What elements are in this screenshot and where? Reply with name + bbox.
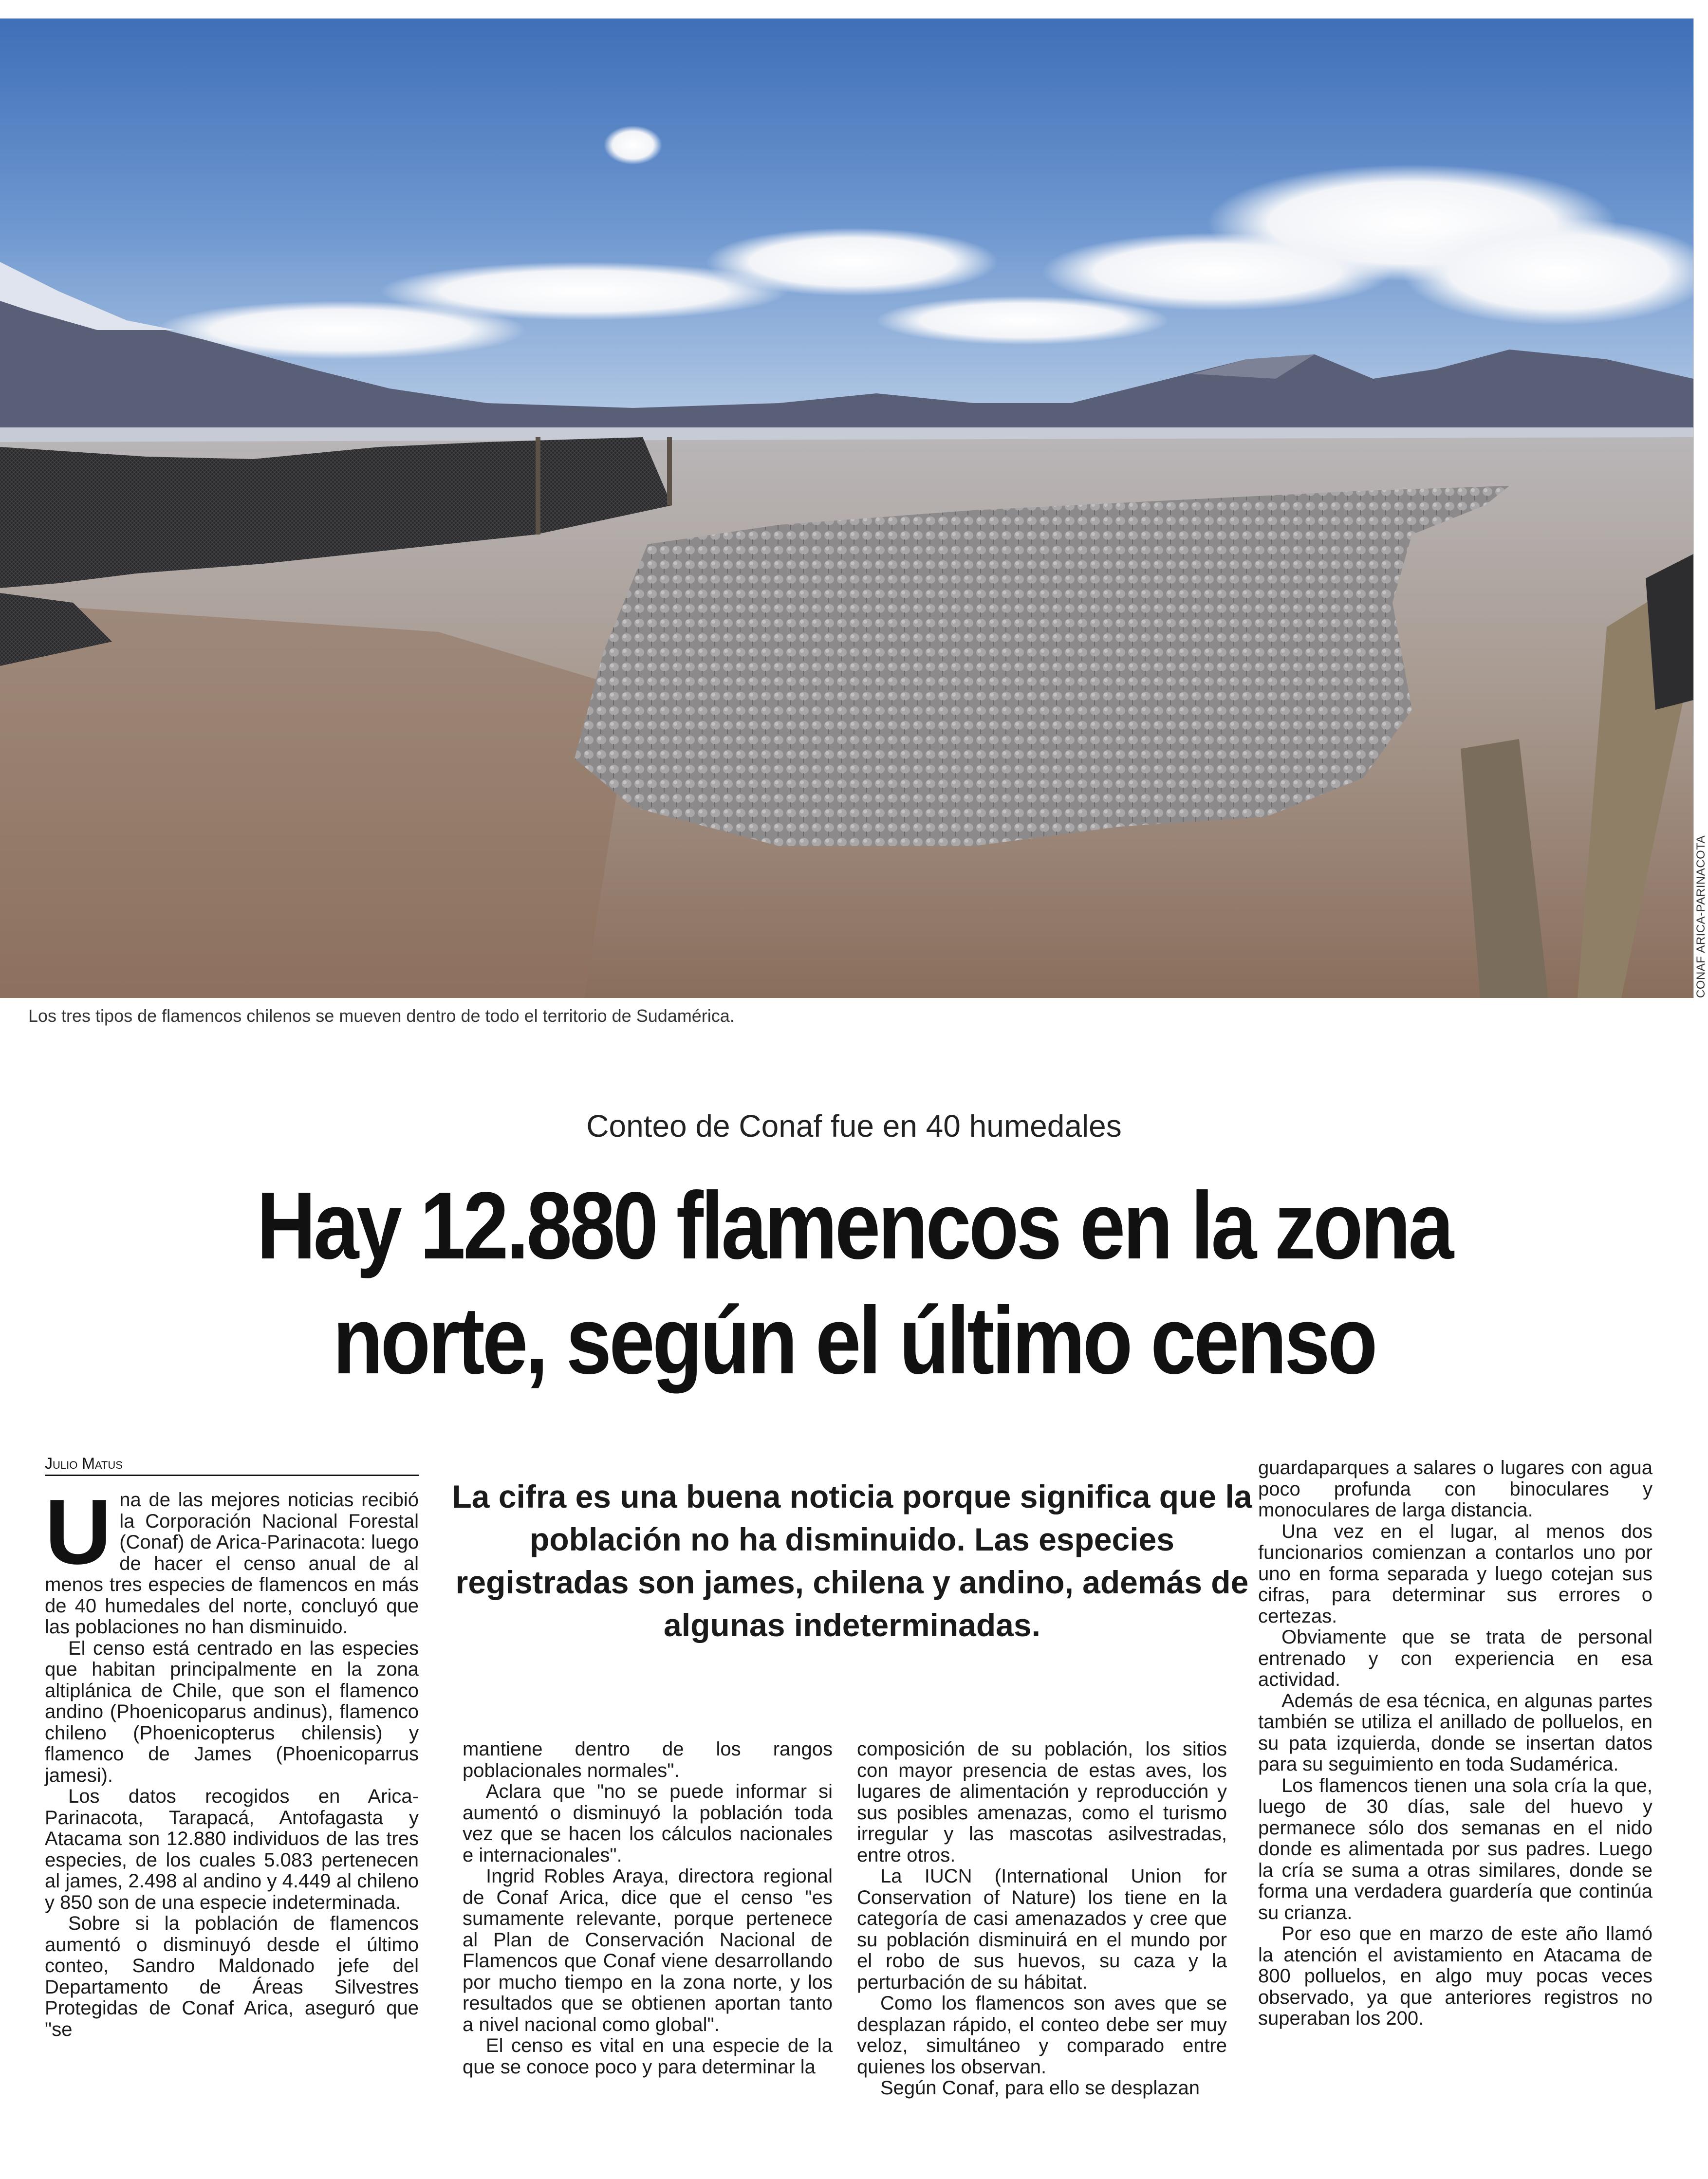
headline — [0, 1168, 1708, 1398]
paragraph: Como los flamencos son aves que se desplazan rápido, el conteo debe ser muy veloz, simultáneo y comparado entre quienes los observan. — [857, 1993, 1227, 2078]
paragraph: Sobre si la población de flamencos aumentó o disminuyó desde el último conteo, Sandro Maldonado jefe del Departamento de Áreas Silvestres Protegidas de Conaf Arica, aseguró que "se — [45, 1913, 419, 2040]
headline-line-1: Hay 12.880 flamencos en la zona — [257, 1172, 1451, 1279]
body-column-2 — [463, 1739, 833, 2078]
paragraph: mantiene dentro de los rangos poblacionales normales". — [463, 1738, 833, 1781]
body-column-3 — [857, 1739, 1227, 2099]
paragraph: Los flamencos tienen una sola cría la que, luego de 30 días, sale del huevo y permanece sólo dos semanas en el nido donde es alimentada por sus padres. Luego la cría se suma a otras similares, donde se forma una verdadera guardería que continúa su crianza. — [1258, 1774, 1652, 1923]
paragraph: Según Conaf, para ello se desplazan — [880, 2077, 1200, 2099]
kicker: Conteo de Conaf fue en 40 humedales — [586, 1108, 1122, 1144]
paragraph: Los datos recogidos en Arica-Parinacota, Tarapacá, Antofagasta y Atacama son 12.880 individuos de las tres especies, de los cuales 5.083 pertenecen al james, 2.498 al andino y 4.449 al chileno y 850 son de una especie indeterminada. — [45, 1786, 419, 1913]
paragraph: composición de su población, los sitios con mayor presencia de estas aves, los lugares de alimentación y reproducción y sus posibles amenazas, como el turismo irregular y las mascotas asilvestradas, entre otros. — [857, 1738, 1227, 1866]
paragraph: Además de esa técnica, en algunas partes también se utiliza el anillado de polluelos, en su pata izquierda, donde se insertan datos para su seguimiento en toda Sudamérica. — [1258, 1690, 1652, 1775]
paragraph: Aclara que "no se puede informar si aumentó o disminuyó la población toda vez que se hacen los cálculos nacionales e internacionales". — [463, 1781, 833, 1866]
body-column-4 — [1258, 1458, 1652, 2030]
article-photo — [0, 18, 1694, 998]
body-column-1 — [45, 1480, 419, 2040]
byline: Julio Matus — [45, 1455, 419, 1476]
paragraph: na de las mejores noticias recibió la Corporación Nacional Forestal (Conaf) de Arica-Parinacota: luego de hacer el censo anual de al menos tres especies de flamencos en más de 40 humedales del norte, concluyó que las poblaciones no han disminuido. — [45, 1489, 419, 1638]
paragraph: Por eso que en marzo de este año llamó la atención el avistamiento en Atacama de 800 polluelos, en algo muy pocas veces observado, ya que anteriores registros no superaban los 200. — [1258, 1923, 1652, 2029]
paragraph: El censo es vital en una especie de la que se conoce poco y para determinar la — [463, 2035, 833, 2078]
paragraph: La IUCN (International Union for Conservation of Nature) los tiene en la categoría de casi amenazados y cree que su población disminuirá en el mundo por el robo de sus huevos, su caza y la perturbación de su hábitat. — [857, 1865, 1227, 1993]
paragraph: Una vez en el lugar, al menos dos funcionarios comienzan a contarlos uno por uno en forma separada y luego cotejan sus cifras, para determinar sus errores o certezas. — [1258, 1520, 1652, 1627]
deck: La cifra es una buena noticia porque significa que la población no ha disminuido. Las especies registradas son james, chilena y andino, además de algunas indeterminadas. — [452, 1478, 1252, 1643]
paragraph: Ingrid Robles Araya, directora regional de Conaf Arica, dice que el censo "es sumamente relevante, porque pertenece al Plan de Conservación Nacional de Flamencos que Conaf viene desarrollando por mucho tiempo en la zona norte, y los resultados que se obtienen aportan tanto a nivel nacional como global". — [463, 1865, 833, 2035]
paragraph: guardaparques a salares o lugares con agua poco profunda con binoculares y monoculares de larga distancia. — [1258, 1457, 1652, 1521]
paragraph: El censo está centrado en las especies que habitan principalmente en la zona altiplánica de Chile, que son el flamenco andino (Phoenicoparus andinus), flamenco chileno (Phoenicopterus chilensis) y flamenco de James (Phoenicoparrus jamesi). — [45, 1637, 419, 1786]
paragraph: Obviamente que se trata de personal entrenado y con experiencia en esa actividad. — [1258, 1626, 1652, 1690]
drop-cap: U — [45, 1480, 112, 1584]
flamingo-chicks-photo — [0, 18, 1693, 998]
photo-credit: CONAF ARICA-PARINACOTA — [1694, 835, 1708, 998]
photo-caption: Los tres tipos de flamencos chilenos se mueven dentro de todo el territorio de Sudamérica. — [28, 1006, 735, 1026]
headline-line-2: norte, según el último censo — [333, 1287, 1375, 1394]
